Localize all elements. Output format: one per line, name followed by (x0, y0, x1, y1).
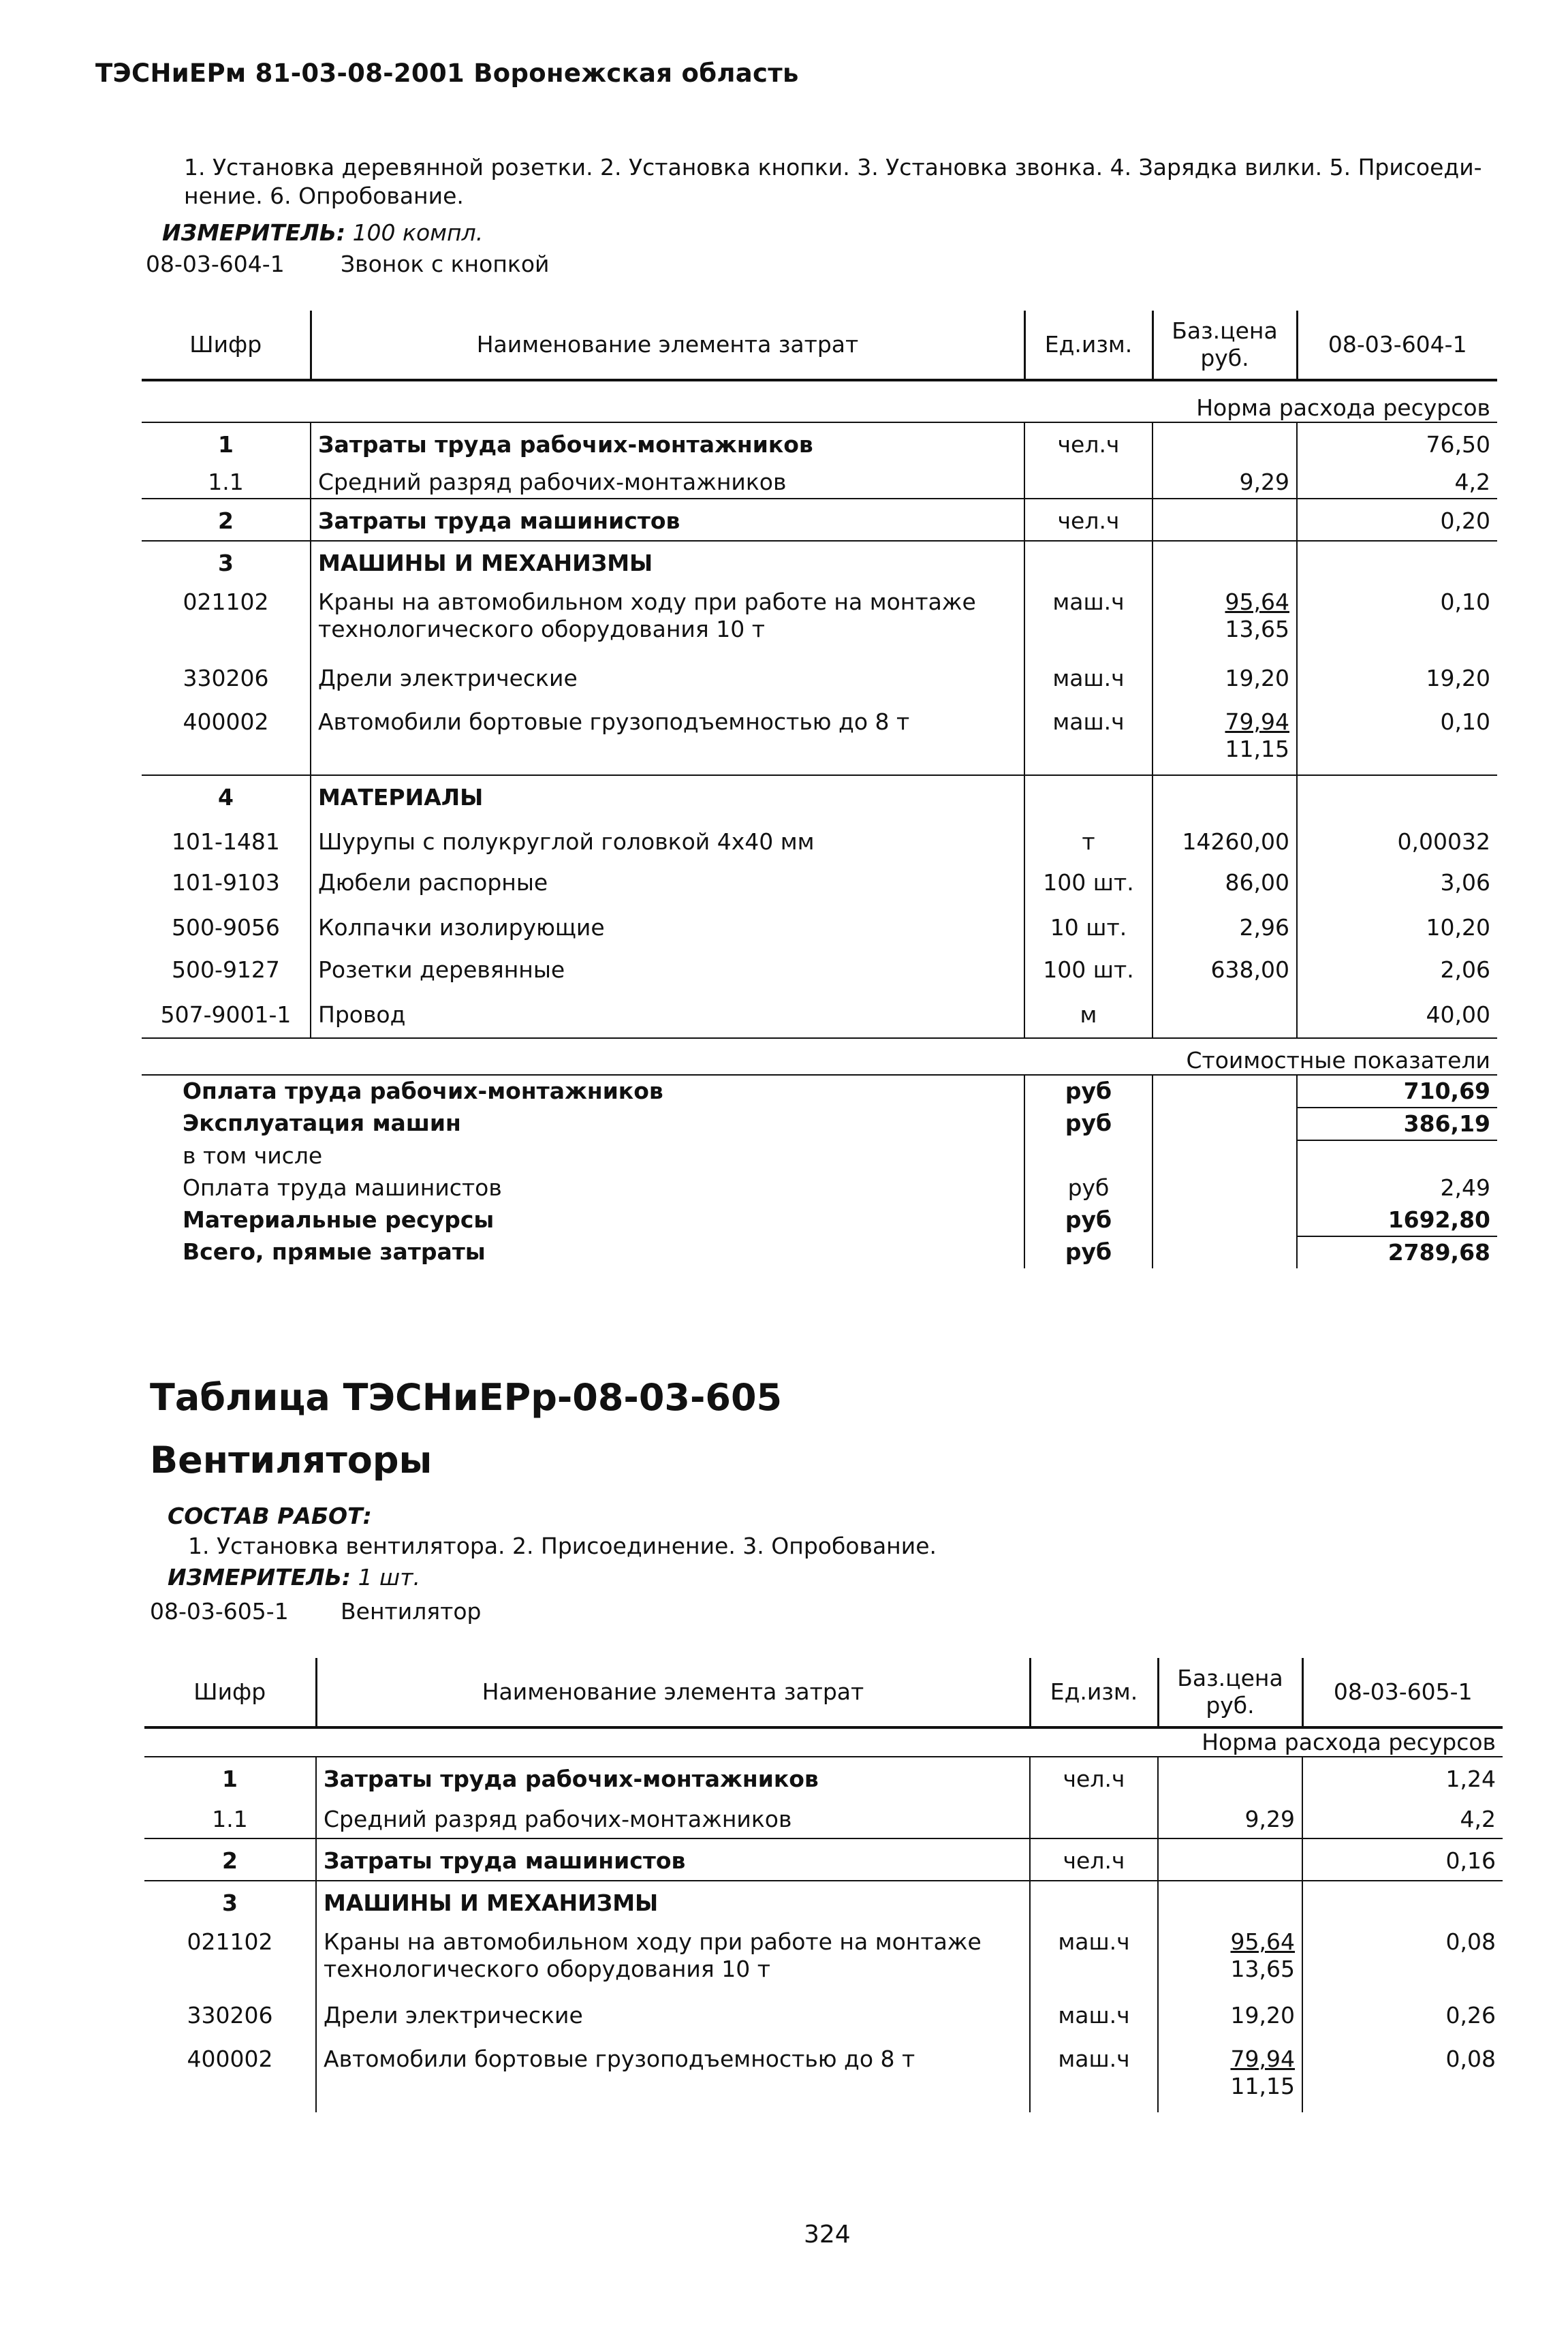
meter-value: 1 шт. (358, 1564, 420, 1591)
row-norm (1297, 700, 1497, 775)
price-text: 86,00 (1225, 869, 1289, 896)
cost-name (142, 1204, 1024, 1236)
header-name: Наименование элемента затрат (316, 1658, 1030, 1727)
table-row (142, 700, 1497, 775)
norm-text: 1,24 (1445, 1766, 1496, 1792)
row-unit (1030, 2037, 1158, 2112)
cost-value-text: 386,19 (1403, 1110, 1490, 1137)
section-title: Таблица ТЭСНиЕРр-08-03-605 (150, 1376, 783, 1419)
name-text: Краны на автомобильном ходу при работе на монтаже (318, 589, 976, 615)
name-text: МАШИНЫ И МЕХАНИЗМЫ (324, 1890, 659, 1916)
row-code (144, 2037, 316, 2112)
cost-price (1153, 1140, 1297, 1172)
header-price-line1: Баз.цена (1172, 317, 1278, 344)
table-row (144, 1757, 1503, 1798)
table-row (142, 861, 1497, 906)
row-unit (1024, 700, 1153, 775)
name-text-2: технологического оборудования 10 т (318, 616, 765, 642)
row-norm (1297, 861, 1497, 906)
cost-row (142, 1075, 1497, 1108)
row-name (311, 460, 1024, 499)
row-unit (1030, 1881, 1158, 1920)
work-composition-line-2: нение. 6. Опробование. (184, 183, 464, 209)
row-code (142, 580, 311, 657)
row-unit (1030, 1994, 1158, 2037)
row-unit (1024, 460, 1153, 499)
cost-price (1153, 1075, 1297, 1108)
norm-text: 4,2 (1460, 1806, 1496, 1832)
row-norm (1297, 948, 1497, 993)
meter-line-605 (168, 1563, 420, 1593)
norm-text: 40,00 (1426, 1001, 1490, 1028)
cost-value-text: 1692,80 (1387, 1206, 1490, 1233)
price-text: 19,20 (1230, 2002, 1295, 2029)
table-header-row (144, 1658, 1503, 1727)
row-unit (1024, 499, 1153, 541)
name-text: Затраты труда рабочих-монтажников (318, 431, 813, 458)
table-row (142, 460, 1497, 499)
row-code (142, 541, 311, 580)
unit-text: 100 шт. (1043, 956, 1134, 983)
code-text: 1.1 (212, 1806, 248, 1832)
row-name (311, 820, 1024, 861)
row-price (1153, 948, 1297, 993)
compose-label: СОСТАВ РАБОТ: (168, 1503, 372, 1529)
table-row (142, 993, 1497, 1038)
row-price (1158, 1881, 1302, 1920)
cost-unit-text: руб (1065, 1078, 1112, 1104)
row-norm (1297, 541, 1497, 580)
unit-text: чел.ч (1057, 431, 1120, 458)
norm-text: 10,20 (1426, 914, 1490, 941)
row-price (1153, 820, 1297, 861)
row-norm (1302, 1838, 1503, 1881)
meter-label: ИЗМЕРИТЕЛЬ: (162, 219, 346, 246)
row-name (311, 541, 1024, 580)
price-text: 638,00 (1210, 956, 1289, 983)
norm-label-row (142, 380, 1497, 422)
row-name (311, 700, 1024, 775)
norm-name-605: Вентилятор (341, 1598, 482, 1625)
row-norm (1297, 820, 1497, 861)
row-unit (1030, 1838, 1158, 1881)
cost-label: Стоимостные показатели (142, 1038, 1497, 1075)
name-text: Краны на автомобильном ходу при работе на монтаже (324, 1928, 982, 1955)
row-name (316, 2037, 1030, 2112)
norm-text: 76,50 (1426, 431, 1490, 458)
price-text-2: 11,15 (1225, 736, 1289, 762)
row-price (1153, 499, 1297, 541)
row-norm (1297, 499, 1497, 541)
unit-text: маш.ч (1052, 665, 1125, 691)
row-norm (1302, 1994, 1503, 2037)
work-composition-line-1: 1. Установка деревянной розетки. 2. Установка кнопки. 3. Установка звонка. 4. Зарядка вилки. 5. Присоеди- (184, 154, 1482, 181)
code-text: 1.1 (208, 469, 244, 495)
cost-name (142, 1075, 1024, 1108)
cost-name (142, 1172, 1024, 1204)
price-text: 19,20 (1225, 665, 1289, 691)
name-text: Дюбели распорные (318, 869, 548, 896)
row-code (142, 657, 311, 700)
name-text: Средний разряд рабочих-монтажников (324, 1806, 792, 1832)
row-price (1153, 993, 1297, 1038)
row-unit (1030, 1798, 1158, 1838)
name-text: Дрели электрические (318, 665, 578, 691)
row-code (142, 820, 311, 861)
price-text: 9,29 (1244, 1806, 1295, 1832)
norm-code: 08-03-604-1 (146, 251, 285, 277)
code-text: 1 (222, 1766, 238, 1792)
header-price (1158, 1658, 1302, 1727)
norm-text: 0,10 (1440, 589, 1490, 615)
row-price (1153, 906, 1297, 948)
name-text: Розетки деревянные (318, 956, 565, 983)
unit-text: м (1080, 1001, 1097, 1028)
header-norm-code: 08-03-605-1 (1302, 1658, 1503, 1727)
header-price-line2: руб. (1206, 1692, 1255, 1719)
row-name (316, 1994, 1030, 2037)
code-text: 101-1481 (172, 828, 280, 855)
header-code: Шифр (144, 1658, 316, 1727)
unit-text: маш.ч (1058, 1928, 1130, 1955)
code-text: 500-9056 (172, 914, 280, 941)
norm-name: Звонок с кнопкой (341, 251, 550, 277)
row-code (142, 993, 311, 1038)
name-text: Средний разряд рабочих-монтажников (318, 469, 787, 495)
cost-name-text: Эксплуатация машин (183, 1110, 461, 1136)
header-name: Наименование элемента затрат (311, 311, 1024, 380)
norm-text: 0,08 (1445, 1928, 1496, 1955)
price-text: 95,64 (1225, 589, 1289, 615)
cost-value (1297, 1236, 1497, 1268)
resource-table-604 (142, 311, 1497, 1268)
cost-name (142, 1108, 1024, 1140)
row-code (142, 861, 311, 906)
row-price (1153, 580, 1297, 657)
cost-name (142, 1140, 1024, 1172)
price-text: 9,29 (1239, 469, 1289, 495)
table-row (142, 580, 1497, 657)
cost-name-text: Материальные ресурсы (183, 1206, 495, 1233)
meter-value: 100 компл. (352, 219, 484, 246)
row-name (316, 1881, 1030, 1920)
row-name (311, 580, 1024, 657)
row-code (142, 775, 311, 820)
cost-unit (1024, 1236, 1153, 1268)
row-price (1158, 1838, 1302, 1881)
unit-text: т (1082, 828, 1095, 855)
row-price (1158, 1920, 1302, 1994)
row-norm (1297, 775, 1497, 820)
table-row (144, 1798, 1503, 1838)
cost-row (142, 1204, 1497, 1236)
row-code (144, 1757, 316, 1798)
cost-name-text: Оплата труда рабочих-монтажников (183, 1078, 663, 1104)
name-text: МАТЕРИАЛЫ (318, 784, 484, 811)
cost-value-text: 710,69 (1403, 1078, 1490, 1104)
norm-code-605: 08-03-605-1 (150, 1598, 289, 1625)
header-price-line2: руб. (1200, 345, 1249, 371)
row-unit (1024, 541, 1153, 580)
cost-unit-text: руб (1065, 1110, 1112, 1136)
cost-row (142, 1140, 1497, 1172)
header-price-line1: Баз.цена (1177, 1665, 1283, 1691)
unit-text: 10 шт. (1050, 914, 1127, 941)
code-text: 2 (218, 507, 234, 534)
norm-text: 19,20 (1426, 665, 1490, 691)
name-text: Затраты труда машинистов (318, 507, 680, 534)
price-text: 79,94 (1225, 708, 1289, 735)
norm-text: 0,26 (1445, 2002, 1496, 2029)
resource-table-605 (144, 1658, 1503, 2112)
code-text: 3 (218, 550, 234, 576)
cost-unit (1024, 1108, 1153, 1140)
row-unit (1024, 422, 1153, 460)
code-text: 500-9127 (172, 956, 280, 983)
row-price (1158, 1798, 1302, 1838)
table-row (144, 1994, 1503, 2037)
row-name (311, 993, 1024, 1038)
cost-row (142, 1236, 1497, 1268)
norm-label: Норма расхода ресурсов (142, 380, 1497, 422)
row-norm (1297, 657, 1497, 700)
price-text-2: 13,65 (1225, 616, 1289, 642)
table-row (142, 499, 1497, 541)
cost-price (1153, 1236, 1297, 1268)
price-text: 14260,00 (1182, 828, 1289, 855)
norm-text: 0,16 (1445, 1847, 1496, 1874)
name-text: Затраты труда машинистов (324, 1847, 686, 1874)
table-row (142, 906, 1497, 948)
row-name (311, 906, 1024, 948)
table-row (144, 1838, 1503, 1881)
cost-unit (1024, 1172, 1153, 1204)
row-code (142, 460, 311, 499)
row-name (311, 422, 1024, 460)
row-price (1153, 775, 1297, 820)
row-norm (1302, 1798, 1503, 1838)
header-unit: Ед.изм. (1030, 1658, 1158, 1727)
cost-price (1153, 1108, 1297, 1140)
cost-price (1153, 1172, 1297, 1204)
page-header: ТЭСНиЕРм 81-03-08-2001 Воронежская область (95, 59, 799, 88)
table-row (142, 422, 1497, 460)
row-name (316, 1757, 1030, 1798)
row-name (311, 657, 1024, 700)
row-unit (1030, 1757, 1158, 1798)
name-text: Дрели электрические (324, 2002, 583, 2029)
row-code (144, 1994, 316, 2037)
header-unit: Ед.изм. (1024, 311, 1153, 380)
norm-text: 0,08 (1445, 2046, 1496, 2072)
code-text: 021102 (187, 1928, 273, 1955)
cost-unit (1024, 1075, 1153, 1108)
row-price (1158, 1757, 1302, 1798)
name-text: Колпачки изолирующие (318, 914, 605, 941)
price-text: 2,96 (1239, 914, 1289, 941)
row-unit (1024, 657, 1153, 700)
cost-name-text: в том числе (183, 1142, 323, 1169)
table-row (142, 657, 1497, 700)
table-row (142, 541, 1497, 580)
row-norm (1297, 460, 1497, 499)
unit-text: чел.ч (1063, 1766, 1125, 1792)
table-row (142, 948, 1497, 993)
row-name (311, 775, 1024, 820)
cost-name-text: Оплата труда машинистов (183, 1174, 502, 1201)
row-norm (1302, 1920, 1503, 1994)
row-price (1153, 657, 1297, 700)
cost-value (1297, 1140, 1497, 1172)
row-code (144, 1838, 316, 1881)
unit-text: маш.ч (1052, 708, 1125, 735)
norm-text: 0,10 (1440, 708, 1490, 735)
row-name (316, 1798, 1030, 1838)
price-text-2: 11,15 (1230, 2073, 1295, 2099)
cost-value (1297, 1075, 1497, 1108)
row-price (1153, 460, 1297, 499)
code-text: 101-9103 (172, 869, 280, 896)
cost-value (1297, 1108, 1497, 1140)
code-text: 3 (222, 1890, 238, 1916)
row-price (1153, 541, 1297, 580)
cost-row (142, 1108, 1497, 1140)
row-code (144, 1881, 316, 1920)
name-text: Автомобили бортовые грузоподъемностью до 8 т (324, 2046, 915, 2072)
row-norm (1302, 1757, 1503, 1798)
norm-text: 3,06 (1440, 869, 1490, 896)
row-code (144, 1920, 316, 1994)
table-row (144, 1881, 1503, 1920)
meter-label: ИЗМЕРИТЕЛЬ: (168, 1564, 351, 1591)
cost-price (1153, 1204, 1297, 1236)
page-number: 324 (804, 2221, 851, 2249)
code-text: 400002 (187, 2046, 273, 2072)
cost-unit-text: руб (1065, 1206, 1112, 1233)
row-name (316, 1838, 1030, 1881)
row-unit (1024, 820, 1153, 861)
unit-text: маш.ч (1058, 2002, 1130, 2029)
cost-row (142, 1172, 1497, 1204)
row-code (144, 1798, 316, 1838)
row-unit (1030, 1920, 1158, 1994)
row-price (1153, 700, 1297, 775)
cost-name (142, 1236, 1024, 1268)
norm-text: 0,20 (1440, 507, 1490, 534)
row-unit (1024, 906, 1153, 948)
code-text: 1 (218, 431, 234, 458)
cost-unit-text: руб (1067, 1174, 1110, 1201)
row-norm (1302, 1881, 1503, 1920)
name-text: МАШИНЫ И МЕХАНИЗМЫ (318, 550, 653, 576)
table-row (142, 820, 1497, 861)
cost-label-row (142, 1038, 1497, 1075)
code-text: 400002 (183, 708, 269, 735)
header-code: Шифр (142, 311, 311, 380)
row-norm (1297, 580, 1497, 657)
unit-text: маш.ч (1058, 2046, 1130, 2072)
cost-name-text: Всего, прямые затраты (183, 1238, 486, 1265)
name-text-2: технологического оборудования 10 т (324, 1956, 770, 1982)
code-text: 021102 (183, 589, 269, 615)
table-row (144, 2037, 1503, 2112)
norm-text: 4,2 (1454, 469, 1490, 495)
norm-label-row (144, 1727, 1503, 1757)
row-name (311, 499, 1024, 541)
norm-text: 2,06 (1440, 956, 1490, 983)
row-price (1158, 2037, 1302, 2112)
cost-value (1297, 1172, 1497, 1204)
code-text: 330206 (183, 665, 269, 691)
cost-value-text: 2789,68 (1387, 1239, 1490, 1266)
section-subtitle: Вентиляторы (150, 1439, 433, 1482)
row-unit (1024, 861, 1153, 906)
row-unit (1024, 775, 1153, 820)
row-unit (1024, 580, 1153, 657)
unit-text: маш.ч (1052, 589, 1125, 615)
cost-unit (1024, 1140, 1153, 1172)
row-code (142, 700, 311, 775)
row-unit (1024, 993, 1153, 1038)
row-norm (1297, 993, 1497, 1038)
row-code (142, 499, 311, 541)
cost-unit (1024, 1204, 1153, 1236)
row-norm (1302, 2037, 1503, 2112)
row-price (1153, 861, 1297, 906)
row-price (1153, 422, 1297, 460)
price-text: 79,94 (1230, 2046, 1295, 2072)
cost-unit-text: руб (1065, 1238, 1112, 1265)
row-code (142, 948, 311, 993)
code-text: 330206 (187, 2002, 273, 2029)
unit-text: чел.ч (1063, 1847, 1125, 1874)
row-price (1158, 1994, 1302, 2037)
unit-text: 100 шт. (1043, 869, 1134, 896)
row-norm (1297, 422, 1497, 460)
work-composition-605: 1. Установка вентилятора. 2. Присоединение. 3. Опробование. (188, 1533, 937, 1559)
row-norm (1297, 906, 1497, 948)
meter-line (162, 218, 483, 248)
name-text: Провод (318, 1001, 406, 1028)
table-header-row (142, 311, 1497, 380)
table-row (142, 775, 1497, 820)
row-name (316, 1920, 1030, 1994)
code-text: 4 (218, 784, 234, 811)
row-code (142, 422, 311, 460)
row-code (142, 906, 311, 948)
row-unit (1024, 948, 1153, 993)
name-text: Шурупы с полукруглой головкой 4х40 мм (318, 828, 815, 855)
price-text: 95,64 (1230, 1928, 1295, 1955)
price-text-2: 13,65 (1230, 1956, 1295, 1982)
unit-text: чел.ч (1057, 507, 1120, 534)
table-row (144, 1920, 1503, 1994)
norm-label: Норма расхода ресурсов (144, 1727, 1503, 1757)
code-text: 2 (222, 1847, 238, 1874)
header-price (1153, 311, 1297, 380)
header-norm-code: 08-03-604-1 (1297, 311, 1497, 380)
norm-text: 0,00032 (1397, 828, 1490, 855)
cost-value-text: 2,49 (1440, 1174, 1490, 1201)
name-text: Автомобили бортовые грузоподъемностью до 8 т (318, 708, 910, 735)
name-text: Затраты труда рабочих-монтажников (324, 1766, 819, 1792)
cost-value (1297, 1204, 1497, 1236)
row-name (311, 948, 1024, 993)
code-text: 507-9001-1 (160, 1001, 292, 1028)
row-name (311, 861, 1024, 906)
